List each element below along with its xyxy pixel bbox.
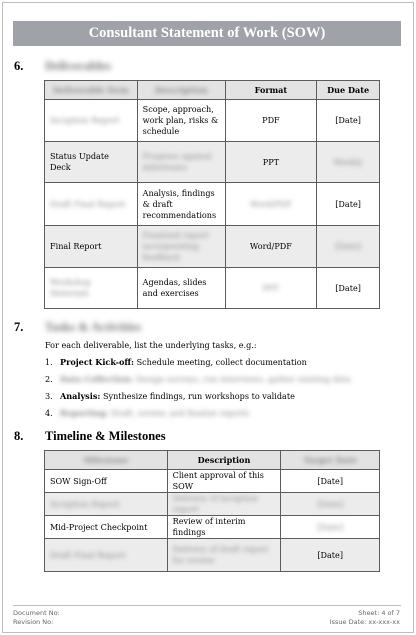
footer-sheet: Sheet: 4 of 7 <box>358 609 400 617</box>
header-milestone: Milestone <box>45 451 168 470</box>
section-6-title: Deliverables <box>45 59 111 73</box>
cell-due: Weekly <box>317 142 380 183</box>
tasks-intro: For each deliverable, list the underlying tasks, e.g.: <box>45 340 257 350</box>
header-description: Description <box>167 451 281 470</box>
cell-item: Final Report <box>45 226 138 268</box>
header-target-date: Target Date <box>281 451 380 470</box>
list-item: 1. Project Kick-off: Schedule meeting, collect documentation <box>45 357 307 367</box>
header-format: Format <box>225 81 317 100</box>
footer-issue-date: Issue Date: xx-xxx-xx <box>329 618 400 626</box>
list-item: 4. Reporting: Draft, review, and finalize reports <box>45 408 250 418</box>
cell-description: Review of interim findings <box>167 516 281 539</box>
deliverables-table <box>44 80 380 309</box>
footer-divider <box>13 605 401 606</box>
cell-due: [Date] <box>317 226 380 268</box>
cell-milestone: Inception Report <box>45 493 168 516</box>
table-row <box>45 226 380 268</box>
cell-description: Delivery of draft report for review <box>167 539 281 572</box>
table-row <box>45 142 380 183</box>
cell-date: [Date] <box>281 493 380 516</box>
cell-due: [Date] <box>317 100 380 142</box>
cell-item: Workshop Materials <box>45 268 138 309</box>
header-due-date: Due Date <box>317 81 380 100</box>
cell-item: Inception Report <box>45 100 138 142</box>
cell-format: PDF <box>225 100 317 142</box>
cell-description: Delivery of inception report <box>167 493 281 516</box>
cell-milestone: Mid-Project Checkpoint <box>45 516 168 539</box>
table-row <box>45 183 380 226</box>
cell-date: [Date] <box>281 539 380 572</box>
list-item: 3. Analysis: Synthesize findings, run workshops to validate <box>45 391 295 401</box>
header-deliverable: Deliverable Item <box>45 81 138 100</box>
section-8-title: Timeline & Milestones <box>45 429 166 443</box>
milestones-table <box>44 450 380 572</box>
cell-date: [Date] <box>281 516 380 539</box>
document-title: Consultant Statement of Work (SOW) <box>13 21 401 46</box>
table-row <box>45 516 380 539</box>
table-row <box>45 493 380 516</box>
cell-format: Word/PDF <box>225 183 317 226</box>
section-7-title: Tasks & Activities <box>45 320 142 334</box>
table-row <box>45 268 380 309</box>
section-6-number: 6. <box>14 59 24 73</box>
cell-format: PPT <box>225 142 317 183</box>
cell-milestone: SOW Sign-Off <box>45 470 168 493</box>
cell-item: Draft Final Report <box>45 183 138 226</box>
deliverables-header-row <box>45 81 380 100</box>
cell-due: [Date] <box>317 268 380 309</box>
footer-revision-no: Revision No: <box>13 618 54 626</box>
cell-description: Finalized report incorporating feedback <box>137 226 225 268</box>
section-8-number: 8. <box>14 429 24 443</box>
cell-format: PPT <box>225 268 317 309</box>
cell-due: [Date] <box>317 183 380 226</box>
cell-date: [Date] <box>281 470 380 493</box>
table-row <box>45 470 380 493</box>
cell-description: Scope, approach, work plan, risks & schedule <box>137 100 225 142</box>
footer-document-no: Document No: <box>13 609 60 617</box>
header-description: Description <box>137 81 225 100</box>
cell-description: Agendas, slides and exercises <box>137 268 225 309</box>
cell-description: Progress against milestones <box>137 142 225 183</box>
section-7-number: 7. <box>14 320 24 334</box>
table-row <box>45 100 380 142</box>
table-row <box>45 539 380 572</box>
cell-format: Word/PDF <box>225 226 317 268</box>
list-item: 2. Data Collection: Design surveys, run interviews, gather existing data <box>45 374 351 384</box>
cell-item: Status Update Deck <box>45 142 138 183</box>
milestones-header-row <box>45 451 380 470</box>
cell-description: Client approval of this SOW <box>167 470 281 493</box>
cell-milestone: Draft Final Report <box>45 539 168 572</box>
cell-description: Analysis, findings & draft recommendations <box>137 183 225 226</box>
